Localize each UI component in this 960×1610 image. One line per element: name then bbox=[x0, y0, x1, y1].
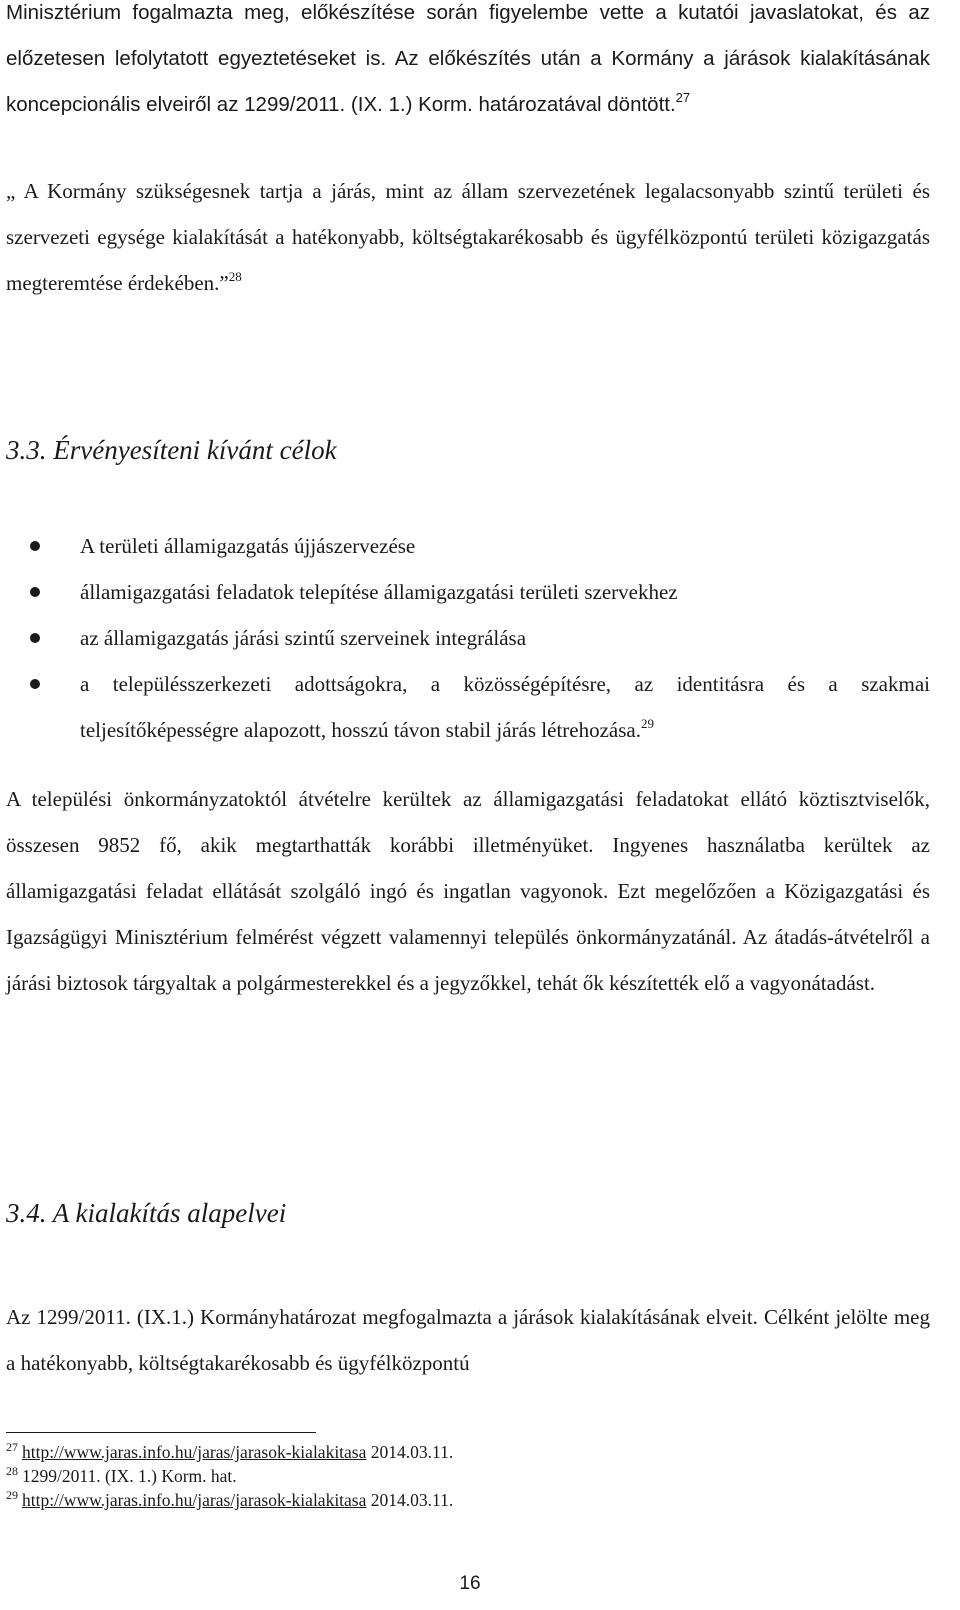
footnote-27: $^{27}$ http://www.jaras.info.hu/jaras/jarasok-kialakitasa 2014.03.11. bbox=[6, 1440, 454, 1462]
section-heading-3-4: 3.4. A kialakítás alapelvei bbox=[6, 1198, 287, 1228]
footnote-27-link[interactable]: http://www.jaras.info.hu/jaras/jarasok-kialakitasa bbox=[22, 1442, 367, 1462]
paragraph-intro bbox=[6, 0, 930, 128]
quote-paragraph bbox=[6, 168, 930, 306]
page-number: 16 bbox=[459, 1573, 481, 1594]
section-heading-3-3: 3.3. Érvényesíteni kívánt célok bbox=[6, 435, 337, 465]
footnote-29-link[interactable]: http://www.jaras.info.hu/jaras/jarasok-kialakitasa bbox=[22, 1490, 367, 1510]
paragraph-intro-text: Minisztérium fogalmazta meg, előkészítése során figyelembe vette a kutatói javaslatokat, és az előzetesen lefolytatott egyeztetéseket is. Az előkészítés után a Kormány a járások kialakításának koncepcionális elveiről az 1299/2011. (IX. 1.) Korm. határozatával döntött. bbox=[6, 1, 930, 116]
list-item: A területi államigazgatás újjászervezése bbox=[0, 523, 930, 569]
footnote-ref-29: 29 bbox=[640, 716, 654, 731]
footnote-divider bbox=[6, 1432, 316, 1433]
bullet-icon bbox=[30, 587, 40, 597]
bullet-icon bbox=[30, 541, 40, 551]
list-item: a településszerkezeti adottságokra, a közösségépítésre, az identitásra és a szakmai teljesítőképességre alapozott, hosszú távon stabil járás létrehozása.$^{29}$ bbox=[0, 661, 930, 753]
footnote-29: $^{29}$ http://www.jaras.info.hu/jaras/jarasok-kialakitasa 2014.03.11. bbox=[6, 1488, 454, 1510]
bullet-icon bbox=[30, 633, 40, 643]
quote-text: „ A Kormány szükségesnek tartja a járás, mint az állam szervezetének legalacsonyabb szintű területi és szervezeti egysége kialakítását a hatékonyabb, költségtakarékosabb és ügyfélközpontú területi közigazgatás megteremtése érdekében.” bbox=[6, 179, 930, 295]
footnote-ref-27: 27 bbox=[675, 90, 691, 105]
footnotes bbox=[6, 1440, 453, 1512]
paragraph-transfer: A települési önkormányzatoktól átvételre kerültek az államigazgatási feladatokat ellátó köztisztviselők, összesen 9852 fő, akik megtarthatták korábbi illetményüket. Ingyenes használatba kerültek az államigazgatási feladat ellátását szolgáló ingó és ingatlan vagyonok. Ezt megelőzően a Közigazgatási és Igazságügyi Minisztérium felmérést végzett valamennyi település önkormányzatánál. Az átadás-átvételről a járási biztosok tárgyaltak a polgármesterekkel és a jegyzőkkel, tehát ők készítették elő a vagyonátadást. bbox=[6, 787, 930, 995]
footnote-28: $^{28}$ 1299/2011. (IX. 1.) Korm. hat. bbox=[6, 1464, 237, 1486]
footnote-ref-28: 28 bbox=[228, 269, 242, 284]
bullet-icon bbox=[30, 679, 40, 689]
list-item: államigazgatási feladatok telepítése államigazgatási területi szervekhez bbox=[0, 569, 930, 615]
list-item: az államigazgatás járási szintű szerveinek integrálása bbox=[0, 615, 930, 661]
goals-list bbox=[0, 523, 940, 753]
paragraph-principles: Az 1299/2011. (IX.1.) Kormányhatározat megfogalmazta a járások kialakításának elveit. Célként jelölte meg a hatékonyabb, költségtakarékosabb és ügyfélközpontú bbox=[6, 1305, 930, 1375]
